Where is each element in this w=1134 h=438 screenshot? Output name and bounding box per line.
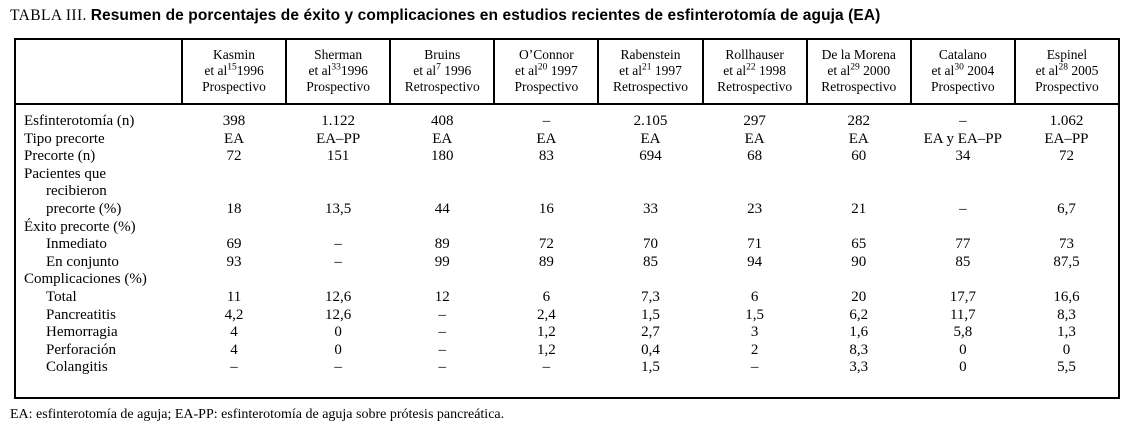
data-cell: 12,6	[325, 306, 352, 323]
table-row	[15, 219, 1119, 237]
table-body	[15, 104, 1119, 398]
data-cell	[807, 166, 911, 184]
data-cell	[703, 271, 807, 289]
etal-text: et al	[827, 63, 851, 78]
data-cell	[494, 219, 598, 237]
data-cell: 60	[851, 148, 867, 165]
data-cell: 21	[851, 200, 867, 217]
data-cell: 70	[642, 236, 658, 253]
data-cell: 7,3	[641, 288, 660, 305]
data-cell: 72	[538, 236, 554, 253]
data-cell: 6,7	[1057, 200, 1076, 217]
results-table	[14, 38, 1120, 399]
data-cell: –	[438, 306, 447, 323]
data-cell: 1.122	[321, 113, 356, 129]
data-cell: 89	[434, 236, 450, 253]
etal-text: et al	[204, 63, 228, 78]
study-year: 1996	[440, 63, 472, 78]
reference-number: 7	[436, 62, 441, 73]
data-cell: EA–PP	[1044, 130, 1089, 147]
table-row	[15, 183, 1119, 201]
study-year: 1997	[651, 63, 682, 78]
data-cell	[390, 271, 494, 289]
study-citation	[289, 63, 387, 79]
header-row	[15, 39, 1119, 104]
study-column-header	[703, 39, 807, 104]
reference-number: 30	[954, 62, 964, 73]
data-cell: –	[230, 359, 238, 376]
data-cell: –	[959, 200, 967, 217]
reference-number: 21	[641, 62, 652, 73]
row-label: Hemorragia	[46, 324, 118, 341]
data-cell: 89	[538, 253, 554, 270]
row-label: Total	[46, 288, 77, 305]
data-cell: EA y EA–PP	[923, 130, 1002, 147]
data-cell: 13,5	[325, 200, 352, 217]
etal-text: et al	[931, 63, 955, 78]
table-row	[15, 104, 1119, 131]
study-year: 2005	[1067, 63, 1099, 78]
study-citation	[1018, 63, 1116, 79]
data-cell	[911, 183, 1015, 201]
row-label: En conjunto	[46, 253, 119, 270]
row-label: Esfinterotomía (n)	[24, 113, 135, 129]
data-cell: 72	[1058, 148, 1074, 165]
data-cell: EA	[432, 130, 453, 147]
reference-number: 15	[227, 62, 237, 73]
etal-text: et al	[515, 63, 538, 78]
data-cell	[1015, 166, 1119, 184]
data-cell: EA	[744, 130, 765, 147]
data-cell: 0	[334, 341, 342, 358]
data-cell	[598, 219, 702, 237]
etal-text: et al	[413, 63, 437, 78]
study-citation	[185, 63, 283, 79]
row-label: Perforación	[46, 341, 116, 358]
reference-number: 20	[537, 62, 548, 73]
row-label: Pancreatitis	[46, 306, 116, 323]
data-cell: 1,2	[537, 341, 556, 358]
data-cell: 4	[230, 324, 238, 341]
table-row	[15, 166, 1119, 184]
table-row	[15, 254, 1119, 272]
study-name: De la Morena	[821, 47, 896, 62]
row-label: Éxito precorte (%)	[24, 218, 136, 235]
data-cell: 6,2	[849, 306, 869, 323]
table-row	[15, 131, 1119, 149]
data-cell: 6	[542, 288, 551, 305]
data-cell: EA	[536, 130, 557, 147]
reference-number: 29	[850, 62, 860, 73]
data-cell: 6	[750, 288, 759, 305]
etal-text: et al	[308, 63, 332, 78]
data-cell: 11	[226, 288, 242, 305]
data-cell: 1,2	[537, 324, 556, 341]
study-year: 1996	[236, 63, 264, 78]
study-citation	[393, 63, 491, 79]
data-cell	[1015, 219, 1119, 237]
data-cell	[182, 271, 286, 289]
study-design: Retrospectivo	[613, 79, 688, 94]
data-cell: EA	[224, 130, 245, 147]
data-cell: 1,5	[745, 306, 764, 323]
study-citation	[706, 63, 804, 79]
data-cell	[807, 219, 911, 237]
study-citation	[601, 63, 699, 79]
study-design: Prospectivo	[202, 79, 266, 94]
data-cell: EA	[640, 130, 661, 147]
data-cell: 65	[851, 236, 867, 253]
data-cell: 2.105	[633, 113, 668, 129]
data-cell: 0	[959, 341, 967, 358]
data-cell	[807, 271, 911, 289]
study-design: Retrospectivo	[717, 79, 793, 94]
study-design: Retrospectivo	[404, 79, 480, 94]
study-column-header	[286, 39, 390, 104]
row-label: Inmediato	[46, 236, 107, 253]
data-cell	[390, 166, 494, 184]
data-cell	[286, 219, 390, 237]
data-cell	[911, 219, 1015, 237]
data-cell: 180	[431, 148, 454, 165]
data-cell: 69	[226, 236, 242, 253]
data-cell: 5,5	[1057, 359, 1076, 376]
data-cell	[703, 219, 807, 237]
data-cell: 16	[538, 200, 554, 217]
data-cell	[1015, 183, 1119, 201]
data-cell: 73	[1058, 236, 1074, 253]
study-year: 1997	[547, 63, 578, 78]
table-row	[15, 148, 1119, 166]
data-cell: 85	[642, 253, 658, 270]
data-cell: 11,7	[949, 306, 976, 323]
data-cell: –	[438, 324, 447, 341]
data-cell: –	[438, 359, 447, 376]
data-cell: 8,3	[1057, 306, 1076, 323]
study-design: Prospectivo	[930, 79, 995, 94]
study-design: Prospectivo	[1035, 79, 1099, 94]
study-year: 1998	[755, 63, 786, 78]
data-cell: –	[750, 359, 759, 376]
study-design: Prospectivo	[514, 79, 579, 94]
table-number: TABLA III.	[10, 7, 87, 24]
data-cell: 90	[851, 253, 867, 270]
data-cell: 151	[326, 148, 350, 165]
data-cell: 85	[955, 253, 971, 270]
data-cell: 694	[639, 148, 662, 165]
data-cell	[911, 271, 1015, 289]
study-citation	[914, 63, 1012, 79]
data-cell: 44	[434, 200, 450, 217]
data-cell: 0	[1062, 341, 1071, 358]
data-cell: 1,6	[849, 324, 869, 341]
data-cell	[598, 166, 702, 184]
data-cell: 16,6	[1053, 288, 1080, 305]
data-cell: 12,6	[325, 288, 352, 305]
data-cell: 33	[642, 200, 658, 217]
data-cell	[494, 166, 598, 184]
data-cell: 0	[959, 359, 967, 376]
data-cell: EA–PP	[316, 130, 361, 147]
data-cell	[286, 166, 390, 184]
reference-number: 33	[331, 62, 341, 73]
data-cell: 77	[955, 236, 971, 253]
data-cell: 12	[434, 288, 450, 305]
table-row	[15, 289, 1119, 307]
data-cell: 8,3	[849, 341, 869, 358]
data-cell: 17,7	[949, 288, 976, 305]
study-column-header	[494, 39, 598, 104]
row-label: Colangitis	[46, 359, 108, 376]
table-caption: Resumen de porcentajes de éxito y complicaciones en estudios recientes de esfinterotomía de aguja (EA)	[90, 7, 881, 24]
data-cell	[494, 183, 598, 201]
data-cell	[286, 183, 390, 201]
data-cell: 297	[743, 113, 766, 129]
row-label: recibieron	[46, 183, 107, 200]
data-cell: 72	[226, 148, 242, 165]
footnote: EA: esfinterotomía de aguja; EA-PP: esfinterotomía de aguja sobre prótesis pancreática.	[10, 407, 505, 422]
etal-text: et al	[1035, 63, 1059, 78]
study-year: 1996	[340, 63, 368, 78]
data-cell: –	[334, 253, 342, 270]
data-cell: 87,5	[1053, 253, 1080, 270]
data-cell: –	[438, 341, 447, 358]
table-row	[15, 324, 1119, 342]
data-cell	[1015, 271, 1119, 289]
empty-header-cell	[15, 39, 182, 104]
reference-number: 28	[1058, 62, 1068, 73]
data-cell	[807, 183, 911, 201]
study-name: Espinel	[1046, 47, 1088, 62]
table-row	[15, 359, 1119, 398]
data-cell	[703, 166, 807, 184]
etal-text: et al	[619, 63, 642, 78]
row-label: Pacientes que	[24, 165, 107, 182]
study-column-header	[598, 39, 702, 104]
data-cell: –	[542, 359, 551, 376]
table-row	[15, 201, 1119, 219]
data-cell: 68	[747, 148, 763, 165]
data-cell: 3,3	[849, 359, 869, 376]
study-name: Rollhauser	[725, 47, 784, 62]
data-cell	[598, 271, 702, 289]
study-citation	[810, 63, 908, 79]
data-cell: 282	[847, 113, 870, 129]
table-header	[15, 39, 1119, 104]
data-cell	[390, 219, 494, 237]
study-column-header	[182, 39, 286, 104]
data-cell: 0	[334, 324, 342, 341]
study-column-header	[390, 39, 494, 104]
study-name: O’Connor	[519, 47, 574, 62]
data-cell: 3	[750, 324, 759, 341]
data-cell: 5,8	[953, 324, 973, 341]
row-label: precorte (%)	[46, 200, 122, 217]
study-year: 2004	[963, 63, 995, 78]
data-cell: 2,7	[641, 324, 660, 341]
data-cell	[390, 183, 494, 201]
study-column-header	[911, 39, 1015, 104]
data-cell: –	[334, 236, 342, 253]
table-row	[15, 307, 1119, 325]
data-cell: 0,4	[641, 341, 660, 358]
table-row	[15, 271, 1119, 289]
study-name: Sherman	[314, 47, 363, 62]
row-label: Precorte (n)	[24, 148, 96, 165]
data-cell: –	[334, 359, 342, 376]
data-cell: 93	[226, 253, 242, 270]
data-cell: –	[542, 113, 551, 129]
data-cell: 83	[538, 148, 554, 165]
data-cell: 2,4	[537, 306, 556, 323]
row-label: Tipo precorte	[24, 130, 105, 147]
etal-text: et al	[723, 63, 747, 78]
data-cell	[598, 183, 702, 201]
table-row	[15, 342, 1119, 360]
data-cell	[182, 219, 286, 237]
study-name: Catalano	[938, 47, 987, 62]
data-cell: 4	[230, 341, 238, 358]
data-cell	[182, 183, 286, 201]
table-title	[10, 7, 880, 25]
row-label: Complicaciones (%)	[24, 271, 147, 288]
data-cell: 18	[226, 200, 242, 217]
data-cell: 71	[747, 236, 763, 253]
data-cell: 4,2	[224, 306, 244, 323]
table-row	[15, 236, 1119, 254]
data-cell: 34	[955, 148, 971, 165]
data-cell	[703, 183, 807, 201]
study-design: Retrospectivo	[821, 79, 897, 94]
data-cell: EA	[848, 130, 869, 147]
data-cell	[911, 166, 1015, 184]
study-design: Prospectivo	[306, 79, 371, 94]
data-cell: 23	[747, 200, 763, 217]
data-cell: 408	[431, 113, 454, 129]
study-name: Kasmin	[213, 47, 256, 62]
data-cell: 2	[750, 341, 759, 358]
study-column-header	[807, 39, 911, 104]
data-cell: 20	[851, 288, 867, 305]
study-year: 2000	[859, 63, 891, 78]
study-name: Rabenstein	[620, 47, 681, 62]
data-cell: 94	[747, 253, 763, 270]
data-cell: 1,5	[641, 306, 660, 323]
study-column-header	[1015, 39, 1119, 104]
reference-number: 22	[746, 62, 756, 73]
data-cell: 1.062	[1049, 113, 1084, 129]
study-citation	[497, 63, 595, 79]
data-cell	[182, 166, 286, 184]
data-cell: 99	[434, 253, 450, 270]
data-cell	[286, 271, 390, 289]
data-cell: 1,3	[1057, 324, 1076, 341]
data-cell: 398	[222, 113, 246, 129]
data-cell: 1,5	[641, 359, 660, 376]
data-cell: –	[959, 113, 967, 129]
data-cell	[494, 271, 598, 289]
study-name: Bruins	[424, 47, 461, 62]
